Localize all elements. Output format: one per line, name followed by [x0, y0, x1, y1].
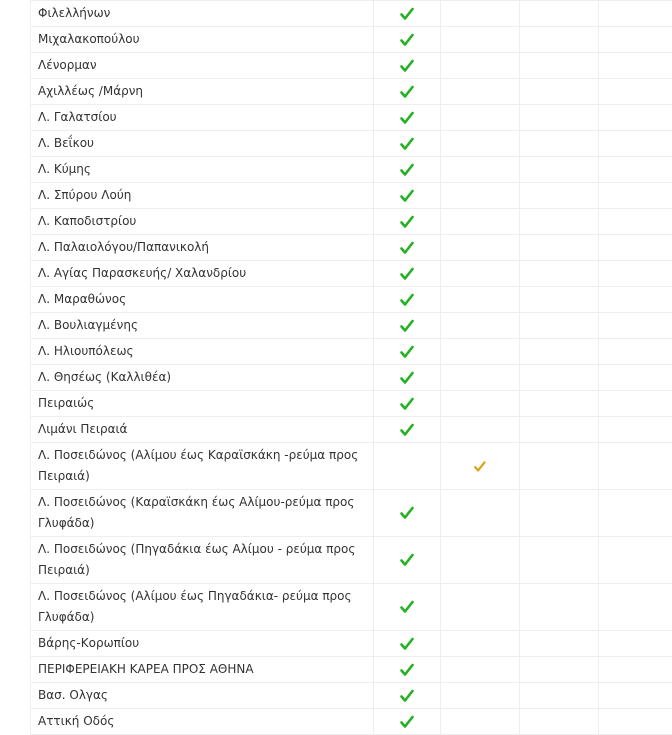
status-cell: [599, 1, 672, 27]
road-name-cell: [31, 79, 374, 105]
status-cell: [441, 537, 520, 584]
check-icon: [400, 319, 414, 333]
road-name: Λ. Αγίας Παρασκευής/ Χαλανδρίου: [38, 266, 246, 280]
status-cell: [599, 339, 672, 365]
table-row: [31, 79, 672, 105]
status-cell: [599, 657, 672, 683]
status-cell: [374, 443, 441, 490]
road-name: Λ. Βεΐκου: [38, 136, 94, 150]
status-cell: [520, 131, 599, 157]
status-cell: [520, 79, 599, 105]
status-cell: [599, 417, 672, 443]
status-cell: [441, 53, 520, 79]
check-icon: [400, 137, 414, 151]
check-icon: [400, 637, 414, 651]
road-name-cell: [31, 27, 374, 53]
status-cell: [599, 131, 672, 157]
check-icon: [400, 189, 414, 203]
check-icon: [400, 241, 414, 255]
table-row: [31, 657, 672, 683]
status-cell: [374, 183, 441, 209]
status-cell: [599, 584, 672, 631]
status-cell: [520, 584, 599, 631]
status-cell: [374, 339, 441, 365]
road-name-cell: [31, 631, 374, 657]
status-cell: [520, 683, 599, 709]
status-cell: [374, 709, 441, 735]
road-name-cell: [31, 105, 374, 131]
status-cell: [441, 365, 520, 391]
status-cell: [520, 631, 599, 657]
road-name-cell: [31, 490, 374, 537]
road-name: Αχιλλέως /Μάρνη: [38, 84, 143, 98]
status-cell: [374, 631, 441, 657]
status-cell: [520, 105, 599, 131]
table-row: [31, 443, 672, 490]
road-name: Λ. Γαλατσίου: [38, 110, 117, 124]
table-row: [31, 131, 672, 157]
status-cell: [599, 235, 672, 261]
check-icon: [400, 293, 414, 307]
check-icon: [400, 267, 414, 281]
status-cell: [441, 261, 520, 287]
table-row: [31, 209, 672, 235]
status-cell: [374, 27, 441, 53]
check-icon: [400, 7, 414, 21]
check-icon: [400, 715, 414, 729]
table-row: [31, 1, 672, 27]
status-cell: [520, 391, 599, 417]
status-cell: [599, 105, 672, 131]
road-name: Λ. Κύμης: [38, 162, 91, 176]
status-cell: [441, 27, 520, 53]
check-icon: [400, 600, 414, 614]
status-cell: [441, 183, 520, 209]
status-cell: [599, 261, 672, 287]
road-name-cell: [31, 537, 374, 584]
road-name-cell: [31, 365, 374, 391]
road-name-cell: [31, 391, 374, 417]
road-name-cell: [31, 683, 374, 709]
table-row: [31, 53, 672, 79]
status-cell: [441, 209, 520, 235]
road-name-cell: [31, 443, 374, 490]
road-name-cell: [31, 131, 374, 157]
table-row: [31, 157, 672, 183]
road-name-cell: [31, 657, 374, 683]
check-icon: [400, 689, 414, 703]
road-name: Πειραιώς: [38, 396, 94, 410]
status-cell: [374, 657, 441, 683]
status-cell: [374, 313, 441, 339]
table-row: [31, 313, 672, 339]
road-name-cell: [31, 235, 374, 261]
status-cell: [441, 79, 520, 105]
road-name: Μιχαλακοπούλου: [38, 32, 140, 46]
table-row: [31, 490, 672, 537]
status-cell: [599, 709, 672, 735]
status-cell: [441, 490, 520, 537]
road-name: Λιμάνι Πειραιά: [38, 422, 127, 436]
status-cell: [520, 235, 599, 261]
status-cell: [441, 443, 520, 490]
table-row: [31, 183, 672, 209]
status-cell: [374, 417, 441, 443]
road-name-cell: [31, 53, 374, 79]
road-name: Λένορμαν: [38, 58, 97, 72]
status-cell: [374, 209, 441, 235]
status-cell: [599, 537, 672, 584]
status-cell: [520, 157, 599, 183]
check-icon: [400, 397, 414, 411]
status-cell: [374, 287, 441, 313]
status-cell: [374, 53, 441, 79]
status-cell: [599, 209, 672, 235]
road-name: Λ. Βουλιαγμένης: [38, 318, 138, 332]
table-row: [31, 683, 672, 709]
status-cell: [374, 490, 441, 537]
status-cell: [441, 313, 520, 339]
road-name-cell: [31, 209, 374, 235]
road-name-cell: [31, 584, 374, 631]
table-row: [31, 235, 672, 261]
road-name-cell: [31, 261, 374, 287]
status-cell: [599, 79, 672, 105]
road-name: Λ. Ποσειδώνος (Πηγαδάκια έως Αλίμου - ρεύμα προς Πειραιά): [38, 542, 355, 577]
status-cell: [441, 157, 520, 183]
status-cell: [599, 53, 672, 79]
table-row: [31, 27, 672, 53]
road-name: Λ. Θησέως (Καλλιθέα): [38, 370, 171, 384]
road-name-cell: [31, 183, 374, 209]
status-cell: [441, 105, 520, 131]
check-icon: [473, 459, 487, 473]
status-cell: [374, 537, 441, 584]
status-cell: [441, 391, 520, 417]
status-cell: [374, 261, 441, 287]
status-cell: [599, 443, 672, 490]
check-icon: [400, 85, 414, 99]
table-row: [31, 105, 672, 131]
status-cell: [599, 157, 672, 183]
check-icon: [400, 553, 414, 567]
table-row: [31, 339, 672, 365]
status-cell: [599, 391, 672, 417]
check-icon: [400, 506, 414, 520]
status-cell: [441, 287, 520, 313]
status-cell: [520, 709, 599, 735]
status-cell: [520, 537, 599, 584]
road-name: Βάρης-Κορωπίου: [38, 636, 139, 650]
status-cell: [374, 105, 441, 131]
status-cell: [520, 261, 599, 287]
status-cell: [599, 287, 672, 313]
status-cell: [441, 584, 520, 631]
status-cell: [599, 365, 672, 391]
road-name: Λ. Ποσειδώνος (Καραϊσκάκη έως Αλίμου-ρεύμα προς Γλυφάδα): [38, 495, 354, 530]
table-row: [31, 365, 672, 391]
status-cell: [520, 490, 599, 537]
table-row: [31, 287, 672, 313]
status-cell: [599, 490, 672, 537]
road-name: Λ. Ηλιουπόλεως: [38, 344, 134, 358]
status-cell: [441, 131, 520, 157]
status-cell: [520, 657, 599, 683]
status-cell: [374, 157, 441, 183]
road-name: ΠΕΡΙΦΕΡΕΙΑΚΗ ΚΑΡΕΑ ΠΡΟΣ ΑΘΗΝΑ: [38, 662, 254, 676]
status-cell: [520, 27, 599, 53]
status-cell: [441, 683, 520, 709]
table-row: [31, 631, 672, 657]
road-name-cell: [31, 709, 374, 735]
status-cell: [599, 631, 672, 657]
road-name-cell: [31, 287, 374, 313]
status-cell: [599, 313, 672, 339]
status-cell: [374, 584, 441, 631]
check-icon: [400, 33, 414, 47]
check-icon: [400, 111, 414, 125]
status-cell: [441, 339, 520, 365]
check-icon: [400, 371, 414, 385]
road-name-cell: [31, 1, 374, 27]
status-cell: [520, 287, 599, 313]
status-cell: [441, 1, 520, 27]
table-body: [31, 1, 672, 735]
road-name: Φιλελλήνων: [38, 6, 110, 20]
status-cell: [441, 417, 520, 443]
status-cell: [520, 417, 599, 443]
table-row: [31, 709, 672, 735]
status-cell: [520, 313, 599, 339]
road-name-cell: [31, 313, 374, 339]
road-name: Λ. Μαραθώνος: [38, 292, 126, 306]
status-cell: [441, 631, 520, 657]
road-name-cell: [31, 339, 374, 365]
road-name-cell: [31, 157, 374, 183]
status-cell: [374, 79, 441, 105]
status-cell: [599, 683, 672, 709]
check-icon: [400, 345, 414, 359]
status-cell: [374, 1, 441, 27]
status-cell: [374, 391, 441, 417]
status-cell: [441, 709, 520, 735]
check-icon: [400, 215, 414, 229]
check-icon: [400, 423, 414, 437]
table-row: [31, 584, 672, 631]
table-row: [31, 537, 672, 584]
road-name-cell: [31, 417, 374, 443]
status-cell: [520, 365, 599, 391]
status-cell: [599, 183, 672, 209]
status-cell: [520, 53, 599, 79]
road-name: Λ. Ποσειδώνος (Αλίμου έως Καραϊσκάκη -ρεύμα προς Πειραιά): [38, 448, 358, 483]
status-cell: [520, 209, 599, 235]
status-cell: [374, 131, 441, 157]
status-cell: [441, 235, 520, 261]
status-cell: [520, 183, 599, 209]
road-name: Λ. Ποσειδώνος (Αλίμου έως Πηγαδάκια- ρεύμα προς Γλυφάδα): [38, 589, 352, 624]
road-name: Λ. Παλαιολόγου/Παπανικολή: [38, 240, 209, 254]
road-name: Αττική Οδός: [38, 714, 114, 728]
status-cell: [520, 339, 599, 365]
table-row: [31, 391, 672, 417]
status-cell: [520, 1, 599, 27]
check-icon: [400, 59, 414, 73]
status-cell: [374, 365, 441, 391]
status-cell: [599, 27, 672, 53]
road-name: Λ. Σπύρου Λούη: [38, 188, 131, 202]
check-icon: [400, 663, 414, 677]
traffic-status-table: [30, 0, 672, 735]
check-icon: [400, 163, 414, 177]
status-cell: [374, 235, 441, 261]
road-name: Λ. Καποδιστρίου: [38, 214, 136, 228]
table-row: [31, 261, 672, 287]
table-row: [31, 417, 672, 443]
status-cell: [520, 443, 599, 490]
road-name: Βασ. Ολγας: [38, 688, 108, 702]
status-cell: [374, 683, 441, 709]
status-cell: [441, 657, 520, 683]
